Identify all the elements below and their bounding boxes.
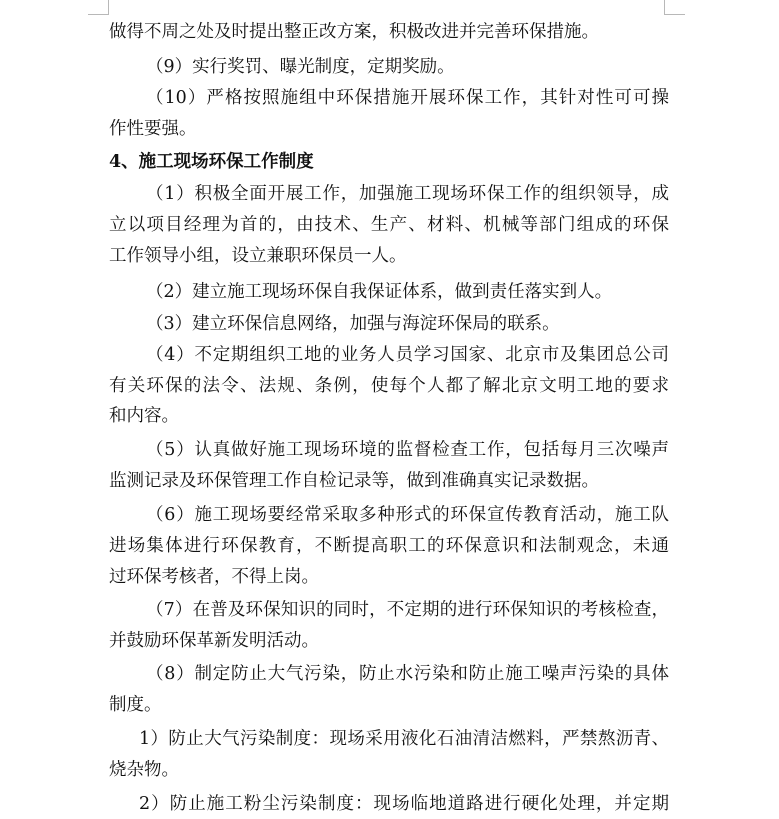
text-line: （1）积极全面开展工作，加强施工现场环保工作的组织领导，成: [146, 184, 669, 204]
margin-corner-mark-left: [88, 0, 109, 15]
text-line: 2）防止施工粉尘污染制度：现场临地道路进行硬化处理，并定期: [139, 794, 669, 814]
text-line: （5）认真做好施工现场环境的监督检查工作，包括每月三次噪声: [146, 440, 669, 460]
text-line: 制度。: [109, 695, 162, 715]
text-line: 工作领导小组，设立兼职环保员一人。: [109, 246, 407, 266]
text-line: 做得不周之处及时提出整正改方案，积极改进并完善环保措施。: [109, 22, 599, 42]
text-line: 1）防止大气污染制度：现场采用液化石油清洁燃料，严禁熬沥青、: [139, 729, 669, 749]
text-line: （3）建立环保信息网络，加强与海淀环保局的联系。: [146, 314, 560, 334]
text-line: 过环保考核者，不得上岗。: [109, 567, 319, 587]
text-line: 作性要强。: [109, 119, 197, 139]
section-heading: 4、施工现场环保工作制度: [109, 152, 314, 172]
text-line: （8）制定防止大气污染，防止水污染和防止施工噪声污染的具体: [146, 664, 669, 684]
text-line: 烧杂物。: [109, 760, 179, 780]
text-line: （2）建立施工现场环保自我保证体系，做到责任落实到人。: [146, 282, 613, 302]
margin-corner-mark-right: [664, 0, 685, 15]
text-line: 和内容。: [109, 406, 179, 426]
text-line: （10）严格按照施组中环保措施开展环保工作，其针对性可可操: [146, 88, 669, 108]
text-line: 进场集体进行环保教育，不断提高职工的环保意识和法制观念，未通: [109, 536, 669, 556]
text-line: （6）施工现场要经常采取多种形式的环保宣传教育活动，施工队: [146, 505, 669, 525]
text-line: 有关环保的法令、法规、条例，使每个人都了解北京文明工地的要求: [109, 376, 669, 396]
text-line: 立以项目经理为首的，由技术、生产、材料、机械等部门组成的环保: [109, 215, 669, 235]
text-line: （9）实行奖罚、曝光制度，定期奖励。: [146, 57, 455, 77]
text-line: （7）在普及环保知识的同时，不定期的进行环保知识的考核检查，: [146, 600, 669, 620]
text-line: 并鼓励环保革新发明活动。: [109, 631, 319, 651]
text-line: （4）不定期组织工地的业务人员学习国家、北京市及集团总公司: [146, 345, 669, 365]
text-line: 监测记录及环保管理工作自检记录等，做到准确真实记录数据。: [109, 471, 599, 491]
